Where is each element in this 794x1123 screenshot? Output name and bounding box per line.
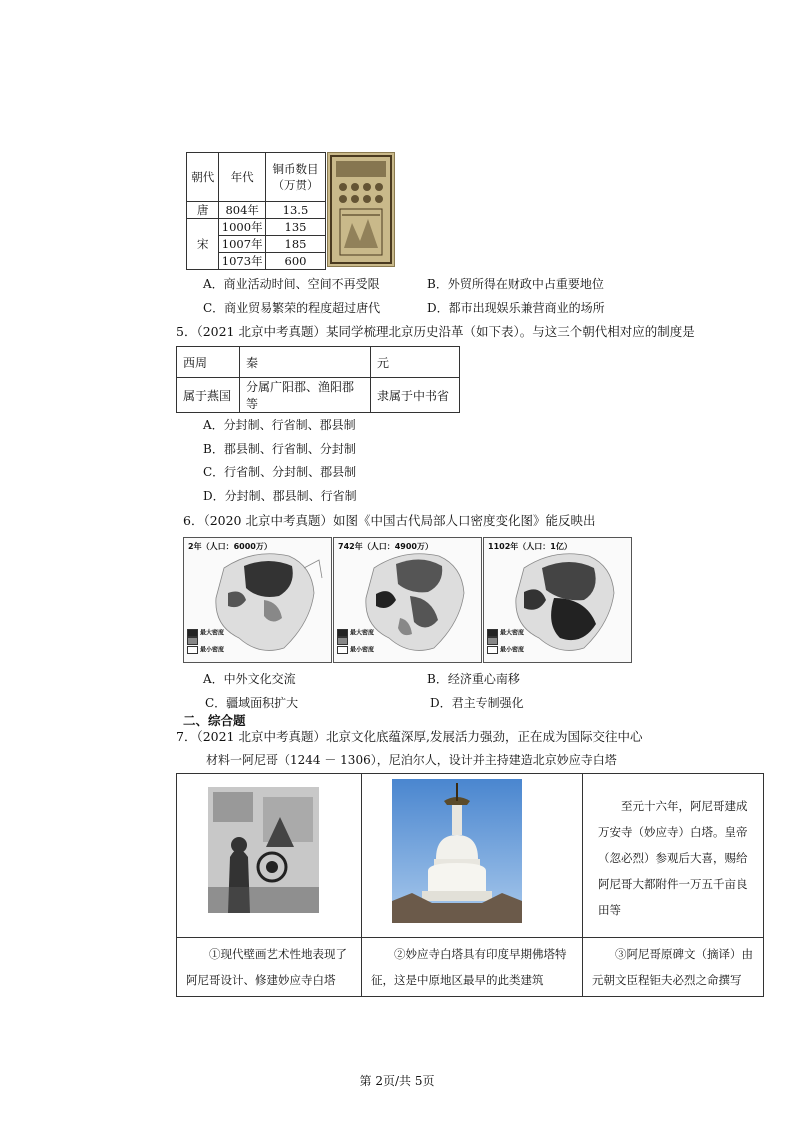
cell-year: 804年 [219, 202, 266, 219]
caption-2: ②妙应寺白塔具有印度早期佛塔特征，这是中原地区最早的此类建筑 [362, 938, 583, 997]
header-western-zhou: 西周 [177, 347, 240, 378]
header-qin: 秦 [240, 347, 371, 378]
map-legend [187, 629, 224, 655]
cell-year: 1000年 [219, 219, 266, 236]
cell-year: 1073年 [219, 253, 266, 270]
paper-money-image [327, 152, 395, 267]
map-title: 2年（人口：6000万） [188, 542, 272, 551]
cell-dynasty-tang: 唐 [187, 202, 219, 219]
cell-value: 185 [265, 236, 325, 253]
q5-option-a: A．分封制、行省制、郡县制 [203, 418, 356, 432]
header-coins: 铜币数目（万贯） [265, 153, 325, 202]
cell-value: 135 [265, 219, 325, 236]
cell-dynasty-song: 宋 [187, 219, 219, 270]
map-title: 742年（人口：4900万） [338, 542, 433, 551]
caption-1: ①现代壁画艺术性地表现了阿尼哥设计、修建妙应寺白塔 [177, 938, 362, 997]
q4-option-a: A．商业活动时间、空间不再受限 [203, 277, 380, 291]
q6-option-a: A．中外文化交流 [203, 672, 296, 686]
caption-3: ③阿尼哥原碑文（摘译）由元朝文臣程钜夫必烈之命撰写 [583, 938, 764, 997]
q4-option-b: B．外贸所得在财政中占重要地位 [427, 277, 604, 291]
q5-option-d: D．分封制、郡县制、行省制 [203, 489, 357, 503]
header-yuan: 元 [371, 347, 460, 378]
cell-qin: 分属广阳郡、渔阳郡等 [240, 378, 371, 413]
map-title: 1102年（人口：1亿） [488, 542, 572, 551]
white-pagoda-photo [392, 779, 522, 923]
section-heading: 二、综合题 [183, 713, 246, 728]
q5-stem: 5．（2021 北京中考真题）某同学梳理北京历史沿革（如下表）。与这三个朝代相对应的制度是 [176, 324, 695, 339]
map-legend: 最大密度 最小密度 [337, 629, 374, 655]
cell-western-zhou: 属于燕国 [177, 378, 240, 413]
legend-min: 最小密度 [200, 646, 225, 653]
material-table [176, 773, 764, 997]
cell-year: 1007年 [219, 236, 266, 253]
q6-option-b: B．经济重心南移 [427, 672, 520, 686]
q7-material: 材料一阿尼哥（1244 － 1306），尼泊尔人，设计并主持建造北京妙应寺白塔 [206, 753, 617, 767]
q5-option-c: C．行省制、分封制、郡县制 [203, 465, 357, 479]
header-dynasty: 朝代 [187, 153, 219, 202]
map-legend: 最大密度 最小密度 [487, 629, 524, 655]
q7-stem: 7．（2021 北京中考真题）北京文化底蕴深厚,发展活力强劲，正在成为国际交往中心 [176, 729, 643, 744]
pagoda-cell [362, 774, 583, 938]
inscription-cell [583, 774, 764, 938]
q5-option-b: B．郡县制、行省制、分封制 [203, 442, 356, 456]
q4-option-c: C．商业贸易繁荣的程度超过唐代 [203, 301, 381, 315]
history-table [176, 346, 460, 413]
mural-image [208, 787, 319, 913]
population-map-2 [183, 537, 332, 663]
inscription-text: 至元十六年，阿尼哥建成万安寺（妙应寺）白塔。皇帝（忽必烈）参观后大喜，赐给阿尼哥大都附件一万五千亩良田等 [598, 799, 748, 917]
q6-option-d: D．君主专制强化 [430, 696, 524, 710]
legend-max: 最大密度 [200, 629, 225, 636]
cell-value: 13.5 [265, 202, 325, 219]
q6-stem: 6．（2020 北京中考真题）如图《中国古代局部人口密度变化图》能反映出 [183, 513, 596, 528]
q4-option-d: D．都市出现娱乐兼营商业的场所 [427, 301, 605, 315]
page-footer: 第 2页/共 5页 [359, 1074, 435, 1088]
cell-value: 600 [265, 253, 325, 270]
mural-cell [177, 774, 362, 938]
cell-yuan: 隶属于中书省 [371, 378, 460, 413]
population-map-742 [333, 537, 482, 663]
q6-option-c: C．疆域面积扩大 [205, 696, 299, 710]
population-map-1102 [483, 537, 632, 663]
coin-table [186, 152, 326, 270]
header-year: 年代 [219, 153, 266, 202]
